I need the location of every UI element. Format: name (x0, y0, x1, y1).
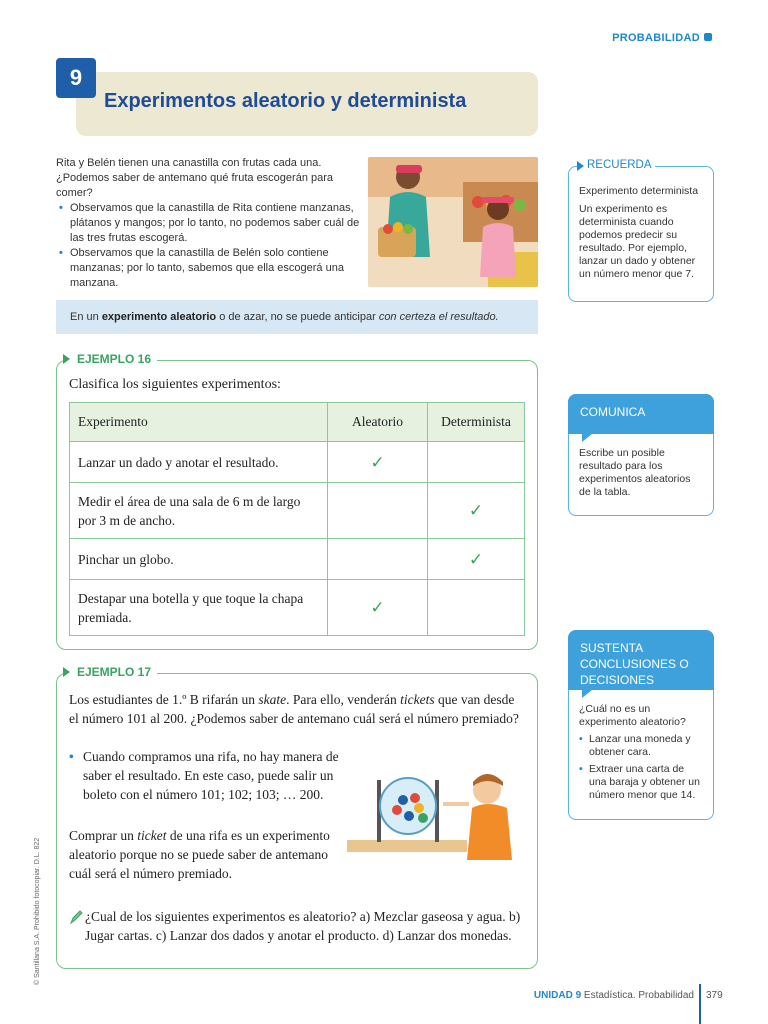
header-determinista: Determinista (428, 403, 525, 442)
sustenta-bullet-1: • Lanzar una moneda y obtener cara. (579, 733, 703, 759)
page-number: 379 (706, 990, 723, 1001)
section-tag-label: PROBABILIDAD (612, 32, 700, 44)
section-square-icon (704, 33, 712, 41)
cell-aleatorio (328, 539, 428, 580)
statement-tickets: tickets (400, 692, 435, 707)
question-text: ¿Cual de los siguientes experimentos es aleatorio? a) Mezclar gaseosa y agua. b) Jugar cartas. c) Lanzar dos dados y anotar el producto. d) Lanzar dos monedas. (85, 909, 521, 943)
statement-part: . Para ello, venderán (286, 692, 401, 707)
sustenta-bullets (579, 733, 703, 802)
cell-experiment: Destapar una botella y que toque la chapa premiada. (70, 580, 328, 636)
recuerda-subtitle: Experimento determinista (579, 185, 699, 197)
definition-bar (56, 300, 538, 334)
classification-table (69, 402, 525, 636)
table-row (70, 442, 525, 483)
footer-divider (699, 984, 701, 1024)
page-title: Experimentos aleatorio y determinista (104, 90, 467, 112)
section-tag (612, 32, 712, 44)
raffle-drum-illustration (347, 760, 527, 870)
conclusion-ticket: ticket (137, 828, 167, 843)
conclusion-part: Comprar un (69, 828, 138, 843)
intro-bullet-2: • Observamos que la canastilla de Belén solo contiene manzanas; por lo tanto, sabemos que ella escogerá una manzana. (56, 246, 366, 291)
footer (534, 990, 694, 1001)
example-17-conclusion (69, 826, 349, 883)
recuerda-label: RECUERDA (577, 159, 655, 172)
comunica-header: COMUNICA (568, 394, 714, 434)
table-row (70, 580, 525, 636)
conclusion-part: de una rifa es un experimento aleatorio porque no se puede saber de antemano cuál será el número premiado. (69, 828, 330, 881)
cell-experiment: Lanzar un dado y anotar el resultado. (70, 442, 328, 483)
intro-bullets (56, 201, 366, 291)
recuerda-box (568, 159, 714, 302)
example-16-label: EJEMPLO 16 (63, 352, 157, 366)
intro-text (56, 156, 366, 291)
example-16-box (56, 352, 538, 650)
cell-determinista (428, 580, 525, 636)
pencil-icon (69, 909, 83, 925)
comunica-text: Escribe un posible resultado para los experimentos aleatorios de la tabla. (579, 447, 691, 498)
check-icon: ✓ (428, 539, 525, 580)
sustenta-question: ¿Cuál no es un experimento aleatorio? (579, 703, 686, 728)
footer-subject: Estadística. Probabilidad (583, 990, 694, 1001)
example-17-statement (69, 690, 519, 728)
footer-unit: UNIDAD 9 (533, 990, 582, 1001)
statement-part: que van desde el número 101 al 200. ¿Podemos saber de antemano cuál será el número premiado? (69, 692, 519, 726)
statement-part: Los estudiantes de 1.º B rifarán un (69, 692, 259, 707)
intro-paragraph: Rita y Belén tienen una canastilla con frutas cada una. ¿Podemos saber de antemano qué fruta escogerán para comer? (56, 157, 334, 199)
table-row (70, 483, 525, 539)
table-header-row (70, 403, 525, 442)
table-row (70, 539, 525, 580)
definition-term: experimento aleatorio (101, 311, 217, 323)
statement-skate: skate (258, 692, 287, 707)
example-17-question (69, 907, 529, 945)
example-17-box (56, 665, 538, 969)
copyright-text: © Santillana S.A. Prohibido fotocopiar. D.L. 822 (34, 837, 41, 985)
sustenta-bullet-2: • Extraer una carta de una baraja y obtener un número menor que 14. (579, 763, 703, 802)
check-icon: ✓ (428, 483, 525, 539)
check-icon: ✓ (328, 442, 428, 483)
definition-text-italic: con certeza el resultado. (378, 311, 499, 323)
recuerda-text: Un experimento es determinista cuando podemos predecir su resultado. Por ejemplo, lanzar un dado y obtener un número menor que 7. (579, 203, 696, 280)
lesson-number: 9 (56, 58, 96, 98)
cell-determinista (428, 442, 525, 483)
intro-bullet-1: • Observamos que la canastilla de Rita contiene manzanas, plátanos y mangos; por lo tanto, no podemos saber cuál de las tres frutas escogerá. (56, 201, 366, 246)
cell-experiment: Pinchar un globo. (70, 539, 328, 580)
definition-text-mid: o de azar, no se puede anticipar (216, 311, 379, 323)
example-17-bullet: • Cuando compramos una rifa, no hay manera de saber el resultado. En este caso, puede salir un boleto con el número 101; 102; 103; … 200. (69, 747, 339, 804)
fruit-market-illustration (368, 157, 538, 287)
example-17-label: EJEMPLO 17 (63, 665, 157, 679)
cell-experiment: Medir el área de una sala de 6 m de largo por 3 m de ancho. (70, 483, 328, 539)
copyright-wrap (34, 837, 44, 1024)
cell-aleatorio (328, 483, 428, 539)
check-icon: ✓ (328, 580, 428, 636)
example-16-prompt: Clasifica los siguientes experimentos: (69, 377, 281, 392)
sustenta-header: SUSTENTA CONCLUSIONES O DECISIONES (568, 630, 714, 690)
definition-text-pre: En un (70, 311, 102, 323)
header-aleatorio: Aleatorio (328, 403, 428, 442)
header-experimento: Experimento (70, 403, 328, 442)
